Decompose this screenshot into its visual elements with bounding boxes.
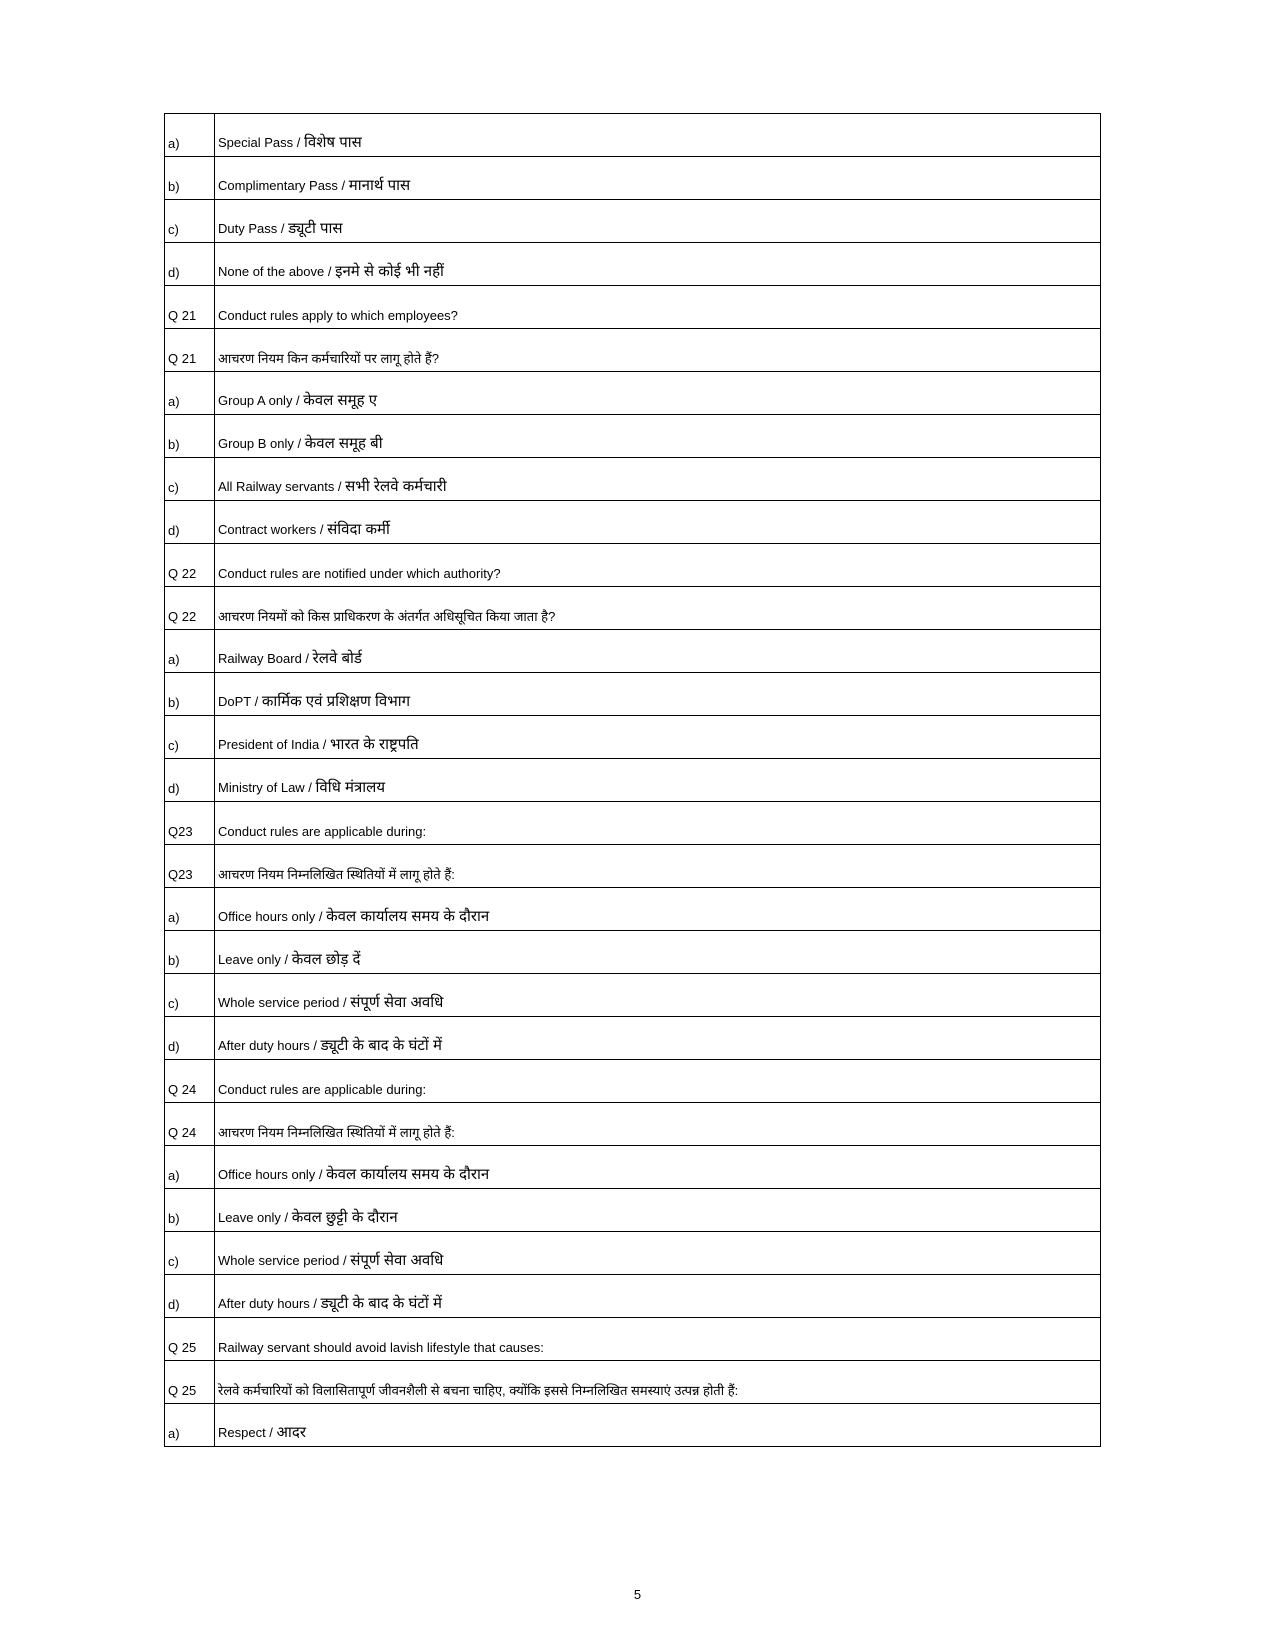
row-content-cell	[215, 329, 1101, 372]
row-label-cell	[165, 1103, 215, 1146]
row-label-cell	[165, 1318, 215, 1361]
table-row	[165, 1404, 1101, 1447]
row-label: Q 24	[168, 1082, 197, 1098]
row-label: Q 21	[168, 351, 197, 367]
row-content-cell	[215, 673, 1101, 716]
row-content	[218, 134, 1100, 156]
row-content-cell	[215, 1318, 1101, 1361]
row-label-cell	[165, 673, 215, 716]
row-label-cell	[165, 114, 215, 157]
row-text: Special Pass /	[218, 135, 304, 150]
row-label-cell	[165, 1189, 215, 1232]
table-row	[165, 286, 1101, 329]
row-content	[218, 867, 1100, 887]
row-content-cell	[215, 1060, 1101, 1103]
row-content	[218, 908, 1100, 930]
row-content	[218, 1125, 1100, 1145]
row-content	[218, 779, 1100, 801]
row-content-cell	[215, 1361, 1101, 1404]
row-label: a)	[168, 1168, 180, 1184]
row-text: Conduct rules are applicable during:	[218, 1082, 427, 1098]
row-label-cell	[165, 974, 215, 1017]
row-content-cell	[215, 1275, 1101, 1318]
row-label: d)	[168, 523, 180, 539]
row-content	[218, 177, 1100, 199]
row-text: रेलवे कर्मचारियों को विलासितापूर्ण जीवनशैली से बचना चाहिए, क्योंकि इससे निम्नलिखित समस्याएं उत्पन्न होती हैं:	[218, 1383, 739, 1399]
row-text: Office hours only /	[218, 1167, 327, 1182]
row-label-cell	[165, 200, 215, 243]
row-text: Contract workers /	[218, 522, 328, 537]
row-text: Railway servant should avoid lavish lifestyle that causes:	[218, 1340, 544, 1356]
row-hindi-text: आदर	[276, 1424, 306, 1441]
table-row	[165, 329, 1101, 372]
row-hindi-text: केवल समूह ए	[303, 392, 378, 409]
row-content	[218, 693, 1100, 715]
question-table	[164, 113, 1101, 1447]
table-row	[165, 458, 1101, 501]
row-label: c)	[168, 222, 179, 238]
row-hindi-text: संपूर्ण सेवा अवधि	[350, 1252, 444, 1269]
row-label: d)	[168, 1297, 180, 1313]
row-content-cell	[215, 286, 1101, 329]
row-text: Leave only /	[218, 952, 292, 967]
table-row	[165, 1146, 1101, 1189]
row-hindi-text: संपूर्ण सेवा अवधि	[350, 994, 444, 1011]
row-label-cell	[165, 286, 215, 329]
row-label: b)	[168, 695, 180, 711]
row-content-cell	[215, 114, 1101, 157]
row-label-cell	[165, 845, 215, 888]
row-label-cell	[165, 587, 215, 630]
row-content	[218, 951, 1100, 973]
row-hindi-text: मानार्थ पास	[348, 177, 411, 194]
row-text: After duty hours /	[218, 1038, 321, 1053]
row-content-cell	[215, 630, 1101, 673]
table-row	[165, 1060, 1101, 1103]
row-label: a)	[168, 136, 180, 152]
row-content-cell	[215, 974, 1101, 1017]
row-hindi-text: विधि मंत्रालय	[315, 779, 386, 796]
row-content	[218, 994, 1100, 1016]
row-text: President of India /	[218, 737, 331, 752]
page-number: 5	[633, 1587, 642, 1602]
row-content-cell	[215, 888, 1101, 931]
table-row	[165, 544, 1101, 587]
row-label-cell	[165, 1146, 215, 1189]
row-text: Whole service period /	[218, 995, 351, 1010]
row-hindi-text: ड्यूटी पास	[288, 220, 343, 237]
table-row	[165, 1232, 1101, 1275]
row-label: c)	[168, 738, 179, 754]
table-row	[165, 1275, 1101, 1318]
row-label: Q23	[168, 867, 193, 883]
row-hindi-text: इनमे से कोई भी नहीं	[335, 263, 444, 280]
row-content-cell	[215, 845, 1101, 888]
row-content-cell	[215, 501, 1101, 544]
row-label: d)	[168, 265, 180, 281]
row-label: b)	[168, 179, 180, 195]
row-content-cell	[215, 1189, 1101, 1232]
row-label-cell	[165, 931, 215, 974]
row-label-cell	[165, 1232, 215, 1275]
row-hindi-text: रेलवे बोर्ड	[312, 650, 362, 667]
table-row	[165, 1318, 1101, 1361]
row-label-cell	[165, 1017, 215, 1060]
row-content	[218, 1166, 1100, 1188]
row-content	[218, 1209, 1100, 1231]
table-row	[165, 888, 1101, 931]
row-content-cell	[215, 243, 1101, 286]
table-row	[165, 1189, 1101, 1232]
row-label-cell	[165, 415, 215, 458]
row-label-cell	[165, 716, 215, 759]
row-label-cell	[165, 544, 215, 587]
row-content	[218, 1340, 1100, 1360]
row-content-cell	[215, 1404, 1101, 1447]
row-label-cell	[165, 802, 215, 845]
row-text: आचरण नियम निम्नलिखित स्थितियों में लागू होते हैं:	[218, 1125, 455, 1141]
row-content	[218, 1383, 1100, 1403]
row-text: Group B only /	[218, 436, 305, 451]
row-label: d)	[168, 1039, 180, 1055]
row-label-cell	[165, 1275, 215, 1318]
row-text: Railway Board /	[218, 651, 313, 666]
row-label-cell	[165, 759, 215, 802]
row-content	[218, 1295, 1100, 1317]
row-text: Whole service period /	[218, 1253, 351, 1268]
row-content-cell	[215, 931, 1101, 974]
row-content	[218, 392, 1100, 414]
table-row	[165, 931, 1101, 974]
row-text: After duty hours /	[218, 1296, 321, 1311]
row-content	[218, 1252, 1100, 1274]
row-label-cell	[165, 372, 215, 415]
row-content	[218, 263, 1100, 285]
row-text: Group A only /	[218, 393, 304, 408]
row-content	[218, 824, 1100, 844]
row-content	[218, 220, 1100, 242]
row-label: a)	[168, 910, 180, 926]
row-label-cell	[165, 243, 215, 286]
row-label: a)	[168, 394, 180, 410]
row-content-cell	[215, 1146, 1101, 1189]
table-row	[165, 415, 1101, 458]
row-label: Q 22	[168, 609, 197, 625]
row-text: आचरण नियमों को किस प्राधिकरण के अंतर्गत अधिसूचित किया जाता है?	[218, 609, 556, 625]
row-content	[218, 308, 1100, 328]
row-label: Q 25	[168, 1340, 197, 1356]
table-row	[165, 974, 1101, 1017]
row-hindi-text: ड्यूटी के बाद के घंटों में	[320, 1037, 442, 1054]
row-text: All Railway servants /	[218, 479, 346, 494]
row-text: None of the above /	[218, 264, 336, 279]
row-text: Conduct rules are applicable during:	[218, 824, 427, 840]
row-content-cell	[215, 1103, 1101, 1146]
row-content	[218, 609, 1100, 629]
row-content-cell	[215, 544, 1101, 587]
row-content-cell	[215, 587, 1101, 630]
row-hindi-text: सभी रेलवे कर्मचारी	[345, 478, 447, 495]
row-text: Conduct rules apply to which employees?	[218, 308, 458, 324]
row-text: Respect /	[218, 1425, 277, 1440]
row-text: Duty Pass /	[218, 221, 289, 236]
row-content	[218, 1424, 1100, 1446]
row-text: Complimentary Pass /	[218, 178, 349, 193]
row-hindi-text: केवल छोड़ दें	[291, 951, 361, 968]
table-row	[165, 630, 1101, 673]
row-content	[218, 736, 1100, 758]
row-label: c)	[168, 996, 179, 1012]
row-content	[218, 650, 1100, 672]
row-label: Q23	[168, 824, 193, 840]
table-row	[165, 243, 1101, 286]
table-row	[165, 802, 1101, 845]
row-label: Q 24	[168, 1125, 197, 1141]
row-content-cell	[215, 716, 1101, 759]
table-row	[165, 1103, 1101, 1146]
row-label-cell	[165, 1404, 215, 1447]
row-label: Q 25	[168, 1383, 197, 1399]
row-hindi-text: केवल कार्यालय समय के दौरान	[326, 908, 490, 925]
row-hindi-text: विशेष पास	[304, 134, 362, 151]
row-content	[218, 435, 1100, 457]
row-hindi-text: संविदा कर्मी	[327, 521, 390, 538]
row-label-cell	[165, 501, 215, 544]
row-label: Q 22	[168, 566, 197, 582]
table-row	[165, 501, 1101, 544]
row-label-cell	[165, 630, 215, 673]
row-content-cell	[215, 802, 1101, 845]
row-content-cell	[215, 1232, 1101, 1275]
row-content	[218, 1037, 1100, 1059]
row-label-cell	[165, 1361, 215, 1404]
table-row	[165, 716, 1101, 759]
row-label: b)	[168, 1211, 180, 1227]
row-label: c)	[168, 480, 179, 496]
row-content	[218, 566, 1100, 586]
row-hindi-text: भारत के राष्ट्रपति	[330, 736, 419, 753]
row-content-cell	[215, 1017, 1101, 1060]
row-label: Q 21	[168, 308, 197, 324]
table-row	[165, 1017, 1101, 1060]
row-hindi-text: केवल समूह बी	[304, 435, 383, 452]
table-row	[165, 673, 1101, 716]
row-content	[218, 351, 1100, 371]
row-text: Conduct rules are notified under which authority?	[218, 566, 501, 582]
row-content-cell	[215, 759, 1101, 802]
row-text: आचरण नियम निम्नलिखित स्थितियों में लागू होते हैं:	[218, 867, 455, 883]
row-content	[218, 521, 1100, 543]
row-content	[218, 1082, 1100, 1102]
row-content-cell	[215, 372, 1101, 415]
row-content-cell	[215, 200, 1101, 243]
row-content-cell	[215, 157, 1101, 200]
table-row	[165, 845, 1101, 888]
row-hindi-text: केवल कार्यालय समय के दौरान	[326, 1166, 490, 1183]
row-label: b)	[168, 953, 180, 969]
row-label-cell	[165, 329, 215, 372]
row-label: c)	[168, 1254, 179, 1270]
row-content-cell	[215, 415, 1101, 458]
row-text: आचरण नियम किन कर्मचारियों पर लागू होते हैं?	[218, 351, 439, 367]
table-row	[165, 372, 1101, 415]
table-row	[165, 1361, 1101, 1404]
row-label-cell	[165, 157, 215, 200]
row-text: Office hours only /	[218, 909, 327, 924]
table-row	[165, 114, 1101, 157]
row-hindi-text: कार्मिक एवं प्रशिक्षण विभाग	[261, 693, 411, 710]
row-label: a)	[168, 652, 180, 668]
table-row	[165, 759, 1101, 802]
question-table-body	[165, 114, 1101, 1447]
table-row	[165, 200, 1101, 243]
row-label: b)	[168, 437, 180, 453]
table-row	[165, 587, 1101, 630]
row-label-cell	[165, 888, 215, 931]
table-row	[165, 157, 1101, 200]
row-hindi-text: केवल छुट्टी के दौरान	[291, 1209, 398, 1226]
row-text: Leave only /	[218, 1210, 292, 1225]
row-text: Ministry of Law /	[218, 780, 316, 795]
row-hindi-text: ड्यूटी के बाद के घंटों में	[320, 1295, 442, 1312]
row-label: a)	[168, 1426, 180, 1442]
row-label-cell	[165, 458, 215, 501]
row-label: d)	[168, 781, 180, 797]
row-label-cell	[165, 1060, 215, 1103]
row-text: DoPT /	[218, 694, 262, 709]
row-content-cell	[215, 458, 1101, 501]
row-content	[218, 478, 1100, 500]
